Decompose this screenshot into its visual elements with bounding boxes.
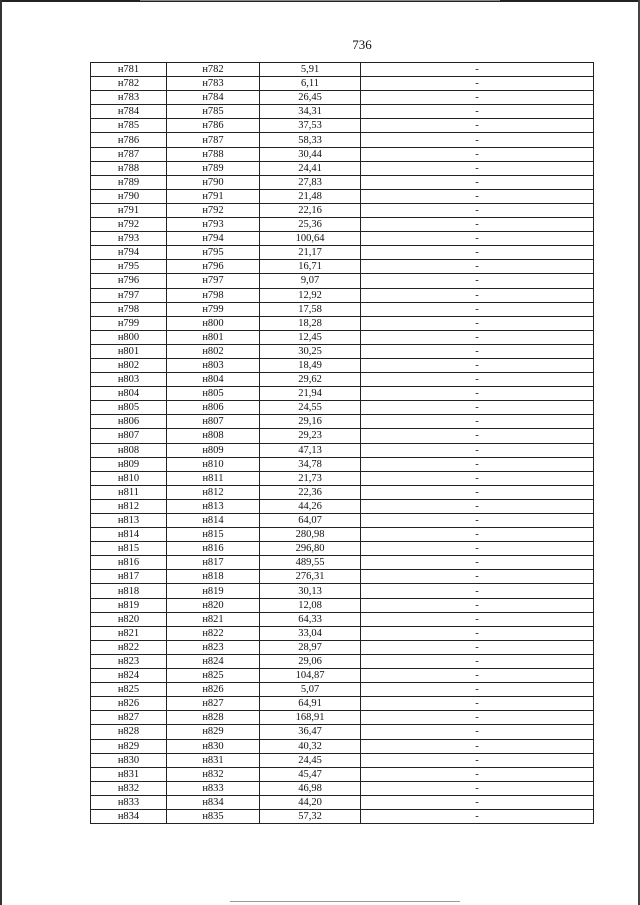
distance-cell: 17,58 (260, 302, 361, 316)
table-row (91, 598, 594, 612)
note-cell: - (361, 781, 594, 795)
note-cell: - (361, 528, 594, 542)
distance-cell: 44,20 (260, 795, 361, 809)
table-row (91, 91, 594, 105)
note-cell: - (361, 809, 594, 823)
table-row (91, 711, 594, 725)
note-cell: - (361, 133, 594, 147)
distance-cell: 5,07 (260, 683, 361, 697)
distance-cell: 34,31 (260, 105, 361, 119)
to-point-cell: н831 (167, 753, 260, 767)
table-row (91, 809, 594, 823)
to-point-cell: н791 (167, 189, 260, 203)
from-point-cell: н821 (91, 626, 167, 640)
table-row (91, 683, 594, 697)
to-point-cell: н798 (167, 288, 260, 302)
to-point-cell: н790 (167, 175, 260, 189)
from-point-cell: н807 (91, 429, 167, 443)
distance-cell: 44,26 (260, 499, 361, 513)
distance-cell: 21,17 (260, 246, 361, 260)
table-row (91, 260, 594, 274)
from-point-cell: н787 (91, 147, 167, 161)
table-row (91, 485, 594, 499)
note-cell: - (361, 63, 594, 77)
from-point-cell: н812 (91, 499, 167, 513)
to-point-cell: н834 (167, 795, 260, 809)
note-cell: - (361, 274, 594, 288)
note-cell: - (361, 232, 594, 246)
table-row (91, 218, 594, 232)
from-point-cell: н827 (91, 711, 167, 725)
to-point-cell: н818 (167, 570, 260, 584)
distance-cell: 28,97 (260, 640, 361, 654)
to-point-cell: н819 (167, 584, 260, 598)
distance-cell: 25,36 (260, 218, 361, 232)
note-cell: - (361, 105, 594, 119)
distance-cell: 22,16 (260, 203, 361, 217)
table-row (91, 471, 594, 485)
note-cell: - (361, 457, 594, 471)
distance-cell: 21,73 (260, 471, 361, 485)
table-row (91, 542, 594, 556)
distance-cell: 18,28 (260, 316, 361, 330)
distance-cell: 29,62 (260, 373, 361, 387)
note-cell: - (361, 739, 594, 753)
distance-cell: 12,92 (260, 288, 361, 302)
to-point-cell: н825 (167, 669, 260, 683)
distance-cell: 57,32 (260, 809, 361, 823)
distance-cell: 29,06 (260, 654, 361, 668)
to-point-cell: н817 (167, 556, 260, 570)
from-point-cell: н815 (91, 542, 167, 556)
from-point-cell: н799 (91, 316, 167, 330)
note-cell: - (361, 443, 594, 457)
to-point-cell: н835 (167, 809, 260, 823)
distance-cell: 21,48 (260, 189, 361, 203)
to-point-cell: н788 (167, 147, 260, 161)
note-cell: - (361, 598, 594, 612)
note-cell: - (361, 485, 594, 499)
from-point-cell: н794 (91, 246, 167, 260)
to-point-cell: н806 (167, 401, 260, 415)
scan-edge-left (0, 0, 2, 905)
from-point-cell: н825 (91, 683, 167, 697)
to-point-cell: н830 (167, 739, 260, 753)
from-point-cell: н790 (91, 189, 167, 203)
note-cell: - (361, 753, 594, 767)
note-cell: - (361, 218, 594, 232)
distance-cell: 104,87 (260, 669, 361, 683)
note-cell: - (361, 654, 594, 668)
to-point-cell: н826 (167, 683, 260, 697)
from-point-cell: н785 (91, 119, 167, 133)
note-cell: - (361, 77, 594, 91)
from-point-cell: н789 (91, 175, 167, 189)
from-point-cell: н783 (91, 91, 167, 105)
from-point-cell: н796 (91, 274, 167, 288)
note-cell: - (361, 570, 594, 584)
table-row (91, 767, 594, 781)
to-point-cell: н827 (167, 697, 260, 711)
distance-cell: 12,08 (260, 598, 361, 612)
to-point-cell: н805 (167, 387, 260, 401)
distance-cell: 296,80 (260, 542, 361, 556)
from-point-cell: н806 (91, 415, 167, 429)
to-point-cell: н815 (167, 528, 260, 542)
from-point-cell: н818 (91, 584, 167, 598)
page-number: 736 (352, 37, 372, 52)
from-point-cell: н791 (91, 203, 167, 217)
to-point-cell: н807 (167, 415, 260, 429)
to-point-cell: н789 (167, 161, 260, 175)
distance-cell: 30,13 (260, 584, 361, 598)
table-row (91, 584, 594, 598)
table-row (91, 401, 594, 415)
to-point-cell: н783 (167, 77, 260, 91)
to-point-cell: н816 (167, 542, 260, 556)
table-row (91, 246, 594, 260)
from-point-cell: н817 (91, 570, 167, 584)
from-point-cell: н805 (91, 401, 167, 415)
from-point-cell: н784 (91, 105, 167, 119)
from-point-cell: н833 (91, 795, 167, 809)
to-point-cell: н795 (167, 246, 260, 260)
distance-cell: 36,47 (260, 725, 361, 739)
distance-cell: 280,98 (260, 528, 361, 542)
table-row (91, 63, 594, 77)
to-point-cell: н793 (167, 218, 260, 232)
to-point-cell: н814 (167, 514, 260, 528)
table-row (91, 697, 594, 711)
note-cell: - (361, 344, 594, 358)
table-row (91, 330, 594, 344)
from-point-cell: н786 (91, 133, 167, 147)
distance-cell: 6,11 (260, 77, 361, 91)
to-point-cell: н797 (167, 274, 260, 288)
from-point-cell: н810 (91, 471, 167, 485)
note-cell: - (361, 640, 594, 654)
distance-cell: 21,94 (260, 387, 361, 401)
to-point-cell: н828 (167, 711, 260, 725)
note-cell: - (361, 401, 594, 415)
note-cell: - (361, 542, 594, 556)
note-cell: - (361, 499, 594, 513)
from-point-cell: н792 (91, 218, 167, 232)
table-row (91, 654, 594, 668)
scan-mark-top (140, 0, 500, 1)
from-point-cell: н803 (91, 373, 167, 387)
table-row (91, 232, 594, 246)
table-row (91, 358, 594, 372)
table-row (91, 302, 594, 316)
from-point-cell: н813 (91, 514, 167, 528)
distance-cell: 37,53 (260, 119, 361, 133)
distance-cell: 30,25 (260, 344, 361, 358)
table-row (91, 528, 594, 542)
note-cell: - (361, 387, 594, 401)
from-point-cell: н830 (91, 753, 167, 767)
from-point-cell: н809 (91, 457, 167, 471)
distance-cell: 34,78 (260, 457, 361, 471)
from-point-cell: н826 (91, 697, 167, 711)
table-row (91, 147, 594, 161)
note-cell: - (361, 429, 594, 443)
from-point-cell: н814 (91, 528, 167, 542)
from-point-cell: н816 (91, 556, 167, 570)
to-point-cell: н833 (167, 781, 260, 795)
from-point-cell: н834 (91, 809, 167, 823)
table-row (91, 443, 594, 457)
note-cell: - (361, 556, 594, 570)
distance-cell: 16,71 (260, 260, 361, 274)
from-point-cell: н797 (91, 288, 167, 302)
table-body (91, 63, 594, 824)
note-cell: - (361, 189, 594, 203)
to-point-cell: н792 (167, 203, 260, 217)
note-cell: - (361, 330, 594, 344)
from-point-cell: н788 (91, 161, 167, 175)
to-point-cell: н824 (167, 654, 260, 668)
to-point-cell: н821 (167, 612, 260, 626)
to-point-cell: н801 (167, 330, 260, 344)
distance-cell: 5,91 (260, 63, 361, 77)
note-cell: - (361, 175, 594, 189)
distance-cell: 12,45 (260, 330, 361, 344)
to-point-cell: н785 (167, 105, 260, 119)
from-point-cell: н798 (91, 302, 167, 316)
note-cell: - (361, 147, 594, 161)
note-cell: - (361, 91, 594, 105)
distance-cell: 489,55 (260, 556, 361, 570)
distance-cell: 33,04 (260, 626, 361, 640)
table-row (91, 288, 594, 302)
to-point-cell: н808 (167, 429, 260, 443)
note-cell: - (361, 626, 594, 640)
note-cell: - (361, 415, 594, 429)
note-cell: - (361, 358, 594, 372)
table-row (91, 612, 594, 626)
note-cell: - (361, 683, 594, 697)
note-cell: - (361, 288, 594, 302)
distance-cell: 276,31 (260, 570, 361, 584)
from-point-cell: н824 (91, 669, 167, 683)
note-cell: - (361, 260, 594, 274)
table-row (91, 316, 594, 330)
distance-cell: 29,23 (260, 429, 361, 443)
table-row (91, 499, 594, 513)
table-row (91, 739, 594, 753)
table-row (91, 161, 594, 175)
distance-cell: 40,32 (260, 739, 361, 753)
note-cell: - (361, 302, 594, 316)
table-row (91, 387, 594, 401)
from-point-cell: н811 (91, 485, 167, 499)
from-point-cell: н828 (91, 725, 167, 739)
table-row (91, 457, 594, 471)
table-row (91, 640, 594, 654)
distance-cell: 168,91 (260, 711, 361, 725)
note-cell: - (361, 316, 594, 330)
from-point-cell: н782 (91, 77, 167, 91)
distance-cell: 18,49 (260, 358, 361, 372)
to-point-cell: н829 (167, 725, 260, 739)
distance-cell: 24,41 (260, 161, 361, 175)
table-row (91, 570, 594, 584)
from-point-cell: н823 (91, 654, 167, 668)
distance-cell: 45,47 (260, 767, 361, 781)
from-point-cell: н832 (91, 781, 167, 795)
to-point-cell: н812 (167, 485, 260, 499)
from-point-cell: н829 (91, 739, 167, 753)
to-point-cell: н804 (167, 373, 260, 387)
table-row (91, 77, 594, 91)
note-cell: - (361, 767, 594, 781)
to-point-cell: н784 (167, 91, 260, 105)
to-point-cell: н782 (167, 63, 260, 77)
note-cell: - (361, 669, 594, 683)
table-row (91, 781, 594, 795)
table-row (91, 133, 594, 147)
from-point-cell: н793 (91, 232, 167, 246)
table-row (91, 415, 594, 429)
to-point-cell: н800 (167, 316, 260, 330)
table-row (91, 189, 594, 203)
note-cell: - (361, 584, 594, 598)
table-row (91, 274, 594, 288)
note-cell: - (361, 795, 594, 809)
from-point-cell: н822 (91, 640, 167, 654)
table-row (91, 725, 594, 739)
distance-cell: 64,91 (260, 697, 361, 711)
distance-cell: 64,33 (260, 612, 361, 626)
from-point-cell: н802 (91, 358, 167, 372)
distance-cell: 58,33 (260, 133, 361, 147)
to-point-cell: н794 (167, 232, 260, 246)
from-point-cell: н781 (91, 63, 167, 77)
note-cell: - (361, 203, 594, 217)
distance-cell: 64,07 (260, 514, 361, 528)
boundary-points-table (90, 62, 594, 824)
distance-cell: 27,83 (260, 175, 361, 189)
scan-mark-bottom (230, 901, 460, 902)
distance-cell: 26,45 (260, 91, 361, 105)
table-row (91, 753, 594, 767)
note-cell: - (361, 119, 594, 133)
table-row (91, 795, 594, 809)
table-row (91, 626, 594, 640)
table-row (91, 429, 594, 443)
table-row (91, 203, 594, 217)
to-point-cell: н810 (167, 457, 260, 471)
to-point-cell: н803 (167, 358, 260, 372)
from-point-cell: н831 (91, 767, 167, 781)
note-cell: - (361, 471, 594, 485)
note-cell: - (361, 246, 594, 260)
note-cell: - (361, 373, 594, 387)
table-row (91, 373, 594, 387)
distance-cell: 24,55 (260, 401, 361, 415)
to-point-cell: н813 (167, 499, 260, 513)
table-row (91, 344, 594, 358)
from-point-cell: н819 (91, 598, 167, 612)
note-cell: - (361, 161, 594, 175)
distance-cell: 22,36 (260, 485, 361, 499)
to-point-cell: н823 (167, 640, 260, 654)
to-point-cell: н822 (167, 626, 260, 640)
distance-cell: 9,07 (260, 274, 361, 288)
to-point-cell: н809 (167, 443, 260, 457)
note-cell: - (361, 711, 594, 725)
table-row (91, 175, 594, 189)
note-cell: - (361, 612, 594, 626)
table-row (91, 669, 594, 683)
from-point-cell: н804 (91, 387, 167, 401)
from-point-cell: н795 (91, 260, 167, 274)
note-cell: - (361, 697, 594, 711)
distance-cell: 30,44 (260, 147, 361, 161)
distance-cell: 29,16 (260, 415, 361, 429)
note-cell: - (361, 514, 594, 528)
to-point-cell: н799 (167, 302, 260, 316)
to-point-cell: н787 (167, 133, 260, 147)
table-row (91, 119, 594, 133)
table-row (91, 514, 594, 528)
distance-cell: 100,64 (260, 232, 361, 246)
distance-cell: 24,45 (260, 753, 361, 767)
to-point-cell: н802 (167, 344, 260, 358)
note-cell: - (361, 725, 594, 739)
to-point-cell: н796 (167, 260, 260, 274)
from-point-cell: н801 (91, 344, 167, 358)
to-point-cell: н832 (167, 767, 260, 781)
from-point-cell: н820 (91, 612, 167, 626)
from-point-cell: н808 (91, 443, 167, 457)
to-point-cell: н786 (167, 119, 260, 133)
from-point-cell: н800 (91, 330, 167, 344)
distance-cell: 47,13 (260, 443, 361, 457)
table-row (91, 105, 594, 119)
distance-cell: 46,98 (260, 781, 361, 795)
to-point-cell: н811 (167, 471, 260, 485)
to-point-cell: н820 (167, 598, 260, 612)
table-row (91, 556, 594, 570)
